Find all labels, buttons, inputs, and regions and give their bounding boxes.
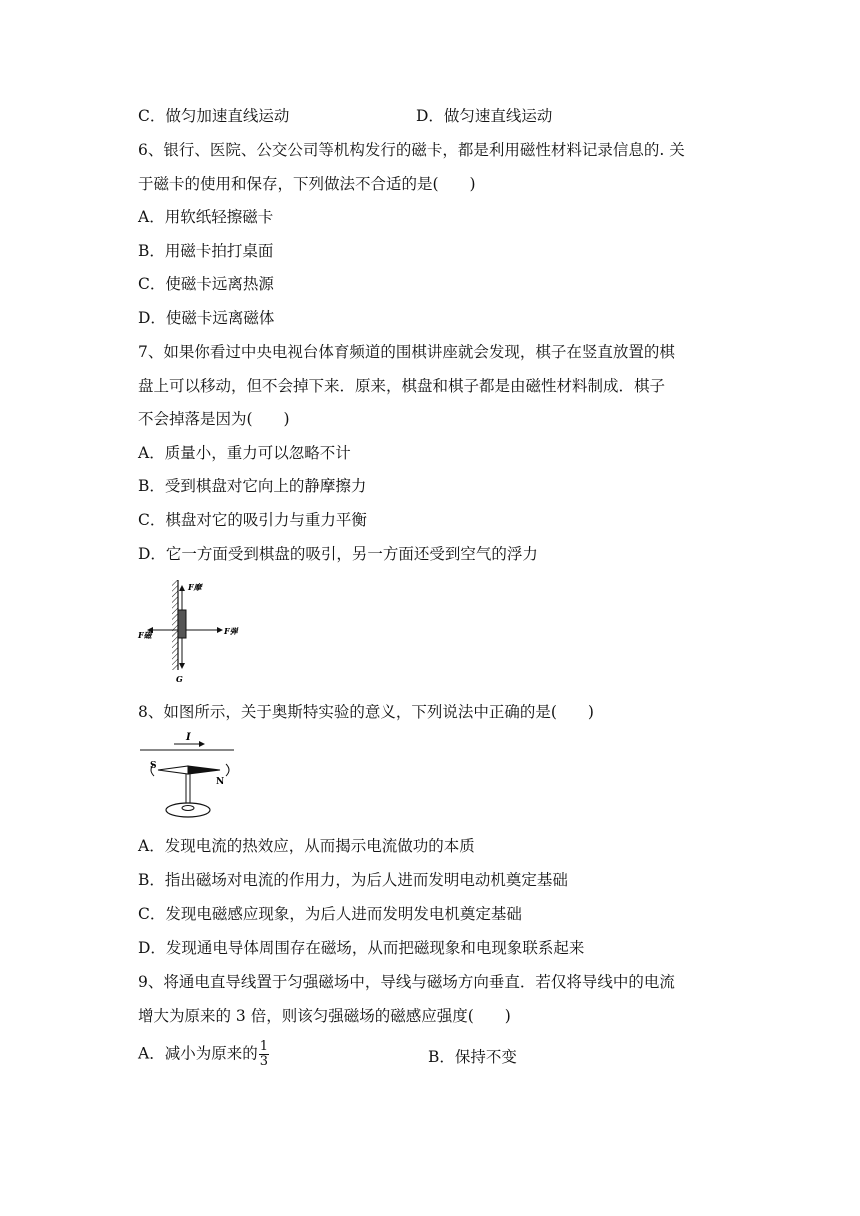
q8-oersted-diagram [136, 730, 240, 822]
q8-option-d: D．发现通电导体周围存在磁场，从而把磁现象和电现象联系起来 [138, 939, 585, 957]
label-g: G [176, 674, 183, 684]
label-f-tan: F弹 [224, 626, 238, 636]
q9-stem-line-1: 9、将通电直导线置于匀强磁场中，导线与磁场方向垂直．若仅将导线中的电流 [138, 973, 675, 991]
q5-option-c: C．做匀加速直线运动 [138, 107, 290, 125]
q7-stem-line-1: 7、如果你看过中央电视台体育频道的围棋讲座就会发现，棋子在竖直放置的棋 [138, 343, 675, 361]
q7-force-diagram [136, 576, 246, 686]
label-f-ci: F磁 [138, 630, 152, 640]
q9-option-a [138, 1040, 269, 1069]
q7-option-a: A．质量小，重力可以忽略不计 [138, 444, 351, 462]
q8-option-a: A．发现电流的热效应，从而揭示电流做功的本质 [138, 837, 475, 855]
chessboard-wall [172, 580, 178, 670]
q6-option-a: A．用软纸轻擦磁卡 [138, 208, 274, 226]
q6-stem-line-1: 6、银行、医院、公交公司等机构发行的磁卡，都是利用磁性材料记录信息的. 关 [138, 141, 685, 159]
q9-stem-line-2: 增大为原来的 3 倍，则该匀强磁场的磁感应强度( ) [138, 1007, 511, 1025]
label-south-pole: S [150, 761, 157, 771]
q6-stem-line-2: 于磁卡的使用和保存，下列做法不合适的是( ) [138, 175, 476, 193]
q7-option-d: D．它一方面受到棋盘的吸引，另一方面还受到空气的浮力 [138, 545, 538, 563]
q6-option-d: D．使磁卡远离磁体 [138, 309, 275, 327]
label-f-mo: F摩 [188, 582, 202, 592]
q6-option-c: C．使磁卡远离热源 [138, 275, 274, 293]
q8-stem: 8、如图所示，关于奥斯特实验的意义，下列说法中正确的是( ) [138, 703, 594, 721]
q7-stem-line-2: 盘上可以移动，但不会掉下来．原来，棋盘和棋子都是由磁性材料制成．棋子 [138, 377, 666, 395]
q7-option-c: C．棋盘对它的吸引力与重力平衡 [138, 511, 367, 529]
fraction-one-third: $\frac{1}{3}$ [259, 1039, 268, 1069]
q7-stem-line-3: 不会掉落是因为( ) [138, 410, 290, 428]
q9-option-b: B．保持不变 [428, 1048, 517, 1066]
q7-option-b: B．受到棋盘对它向上的静摩擦力 [138, 477, 367, 495]
q8-option-c: C．发现电磁感应现象，为后人进而发明发电机奠定基础 [138, 905, 522, 923]
q5-option-d: D．做匀速直线运动 [416, 107, 553, 125]
q6-option-b: B．用磁卡拍打桌面 [138, 242, 274, 260]
label-north-pole: N [216, 777, 225, 787]
chess-piece [178, 610, 186, 638]
q9-option-a-text: A．减小为原来的 [138, 1044, 258, 1063]
needle-north [188, 766, 220, 774]
q8-option-b: B．指出磁场对电流的作用力，为后人进而发明电动机奠定基础 [138, 871, 568, 889]
label-current-i: I [186, 732, 191, 743]
needle-south [158, 766, 188, 774]
